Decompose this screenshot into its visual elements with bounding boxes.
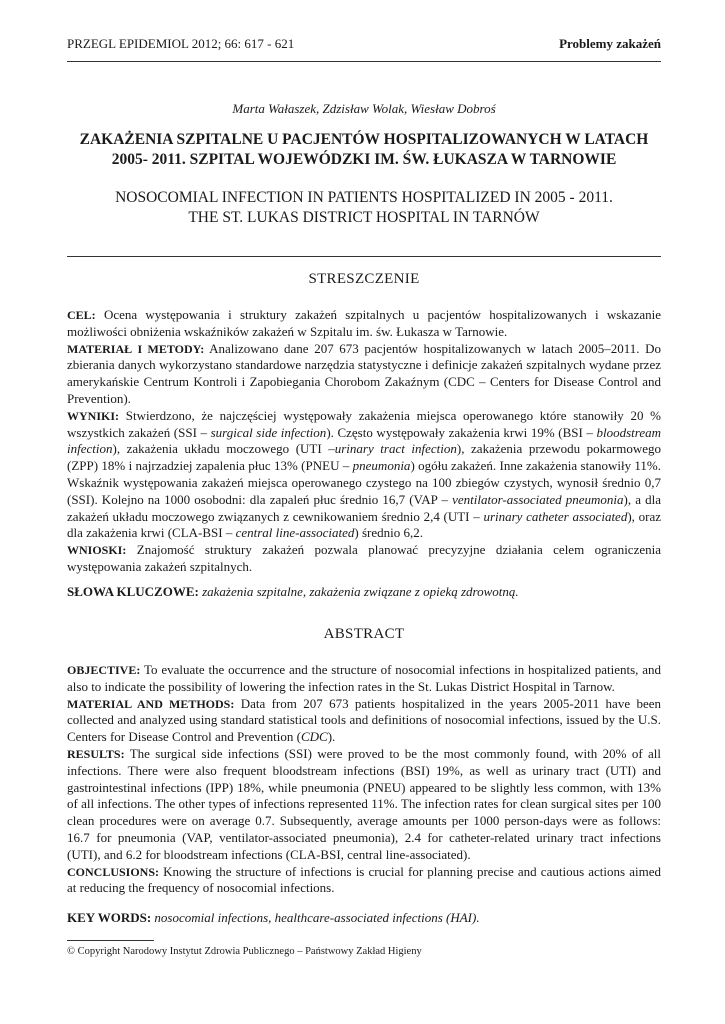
- authors: Marta Wałaszek, Zdzisław Wolak, Wiesław Dobroś: [232, 101, 496, 116]
- wyniki-term: bloodstream infection: [67, 424, 662, 457]
- wyniki-term: pneumonia: [352, 458, 411, 474]
- journal-citation: PRZEGL EPIDEMIOL 2012; 66: 617 - 621: [67, 36, 295, 51]
- metody-text: Analizowano dane 207 673 pacjentów hospitalizowanych w latach 2005–2011. Do zbierania danych wykorzystano standardowe narzędzia statystyczne i definicje zakażeń szpitalnych wydane przez amerykańskie Centrum Kontroli i Zapobiegania Chorobom Zakaźnym (CDC – Centers for Disease Control and Prevention).: [67, 340, 661, 406]
- wyniki-text: ) średnio 6,2.: [354, 525, 423, 541]
- wnioski-text: Znajomość struktury zakażeń pozwala planować precyzyjne działania celem ograniczenia występowania zakażeń szpitalnych.: [67, 542, 661, 574]
- title-english: [67, 188, 661, 228]
- methods-paragraph: [67, 696, 661, 746]
- wnioski-paragraph: [67, 542, 661, 576]
- section-name: Problemy zakażeń: [559, 36, 661, 51]
- objective-paragraph: [67, 662, 661, 696]
- running-header: [67, 36, 661, 52]
- wyniki-text: ). Często występowały zakażenia krwi 19% (BSI –: [326, 424, 597, 440]
- conclusions-label: CONCLUSIONS:: [67, 864, 160, 879]
- title-polish-line2: 2005- 2011. SZPITAL WOJEWÓDZKI IM. ŚW. ŁUKASZA W TARNOWIE: [111, 151, 617, 168]
- cel-paragraph: [67, 307, 661, 341]
- wyniki-term: urinary catheter associated: [483, 508, 628, 524]
- results-paragraph: [67, 746, 661, 864]
- key-words: [67, 910, 661, 926]
- metody-paragraph: [67, 341, 661, 408]
- objective-label: OBJECTIVE:: [67, 663, 141, 677]
- wyniki-text: ), zakażenia przewodu pokarmowego (ZPP) 18% i najrzadziej zapalenia płuc 13% (PNEU –: [67, 441, 661, 474]
- wyniki-text: ), a dla zakażeń układu moczowego związanych z cewnikowaniem średnio 2,4 (UTI –: [67, 491, 661, 524]
- keywords-text: nosocomial infections, healthcare-associated infections (HAI).: [154, 910, 480, 925]
- title-polish-line1: ZAKAŻENIA SZPITALNE U PACJENTÓW HOSPITALIZOWANYCH W LATACH: [79, 131, 649, 148]
- wyniki-text: ), oraz dla zakażenia krwi (CLA-BSI –: [67, 508, 661, 541]
- wyniki-label: WYNIKI:: [67, 408, 120, 423]
- title-polish: [67, 130, 661, 170]
- objective-text: To evaluate the occurrence and the structure of nosocomial infections in hospitalized patients, and also to indicate the possibility of lowering the infection rates in the St. Lukas District Hospital in Tarnow.: [67, 662, 661, 694]
- slowa-label: SŁOWA KLUCZOWE:: [67, 584, 199, 599]
- wyniki-text: Stwierdzono, że najczęściej występowały zakażenia miejsca operowanego które stanowiły 20 % wszystkich zakażeń (SSI –: [67, 407, 662, 440]
- metody-label: MATERIAŁ I METODY:: [67, 341, 205, 356]
- wyniki-term: ventilator-associated pneumonia: [452, 491, 624, 507]
- wyniki-term: urinary tract infection: [334, 441, 457, 457]
- keywords-label: KEY WORDS:: [67, 910, 152, 925]
- cel-label: CEL:: [67, 308, 96, 322]
- results-text: The surgical side infections (SSI) were proved to be the most commonly found, with 20% of all infections. There were also frequent bloodstream infections (BSI) 19%, as well as urinary tract (UTI) and gastrointestinal infections (IPP) 18%, while pneumonia (PNEU) appeared to be slightly less common, with 13% of all infections. The other types of infections represented 11%. The infection rates for clean surgical sites per 100 clean procedures were on average 0.7. Subsequently, average amounts per 1000 person-days were as follows: 16.7 for pneumonia (VAP, ventilator-associated pneumonia), 2.4 for catheter-related urinary tract infections (UTI), and 6.2 for bloodstream infections (CLA-BSI, central line-associated).: [67, 745, 661, 862]
- title-english-line2: THE ST. LUKAS DISTRICT HOSPITAL IN TARNÓW: [188, 209, 540, 226]
- footnote-rule: [67, 940, 154, 941]
- abstract-body: [67, 662, 661, 897]
- wyniki-term: surgical side infection: [210, 424, 327, 440]
- abstract-heading: ABSTRACT: [323, 626, 405, 642]
- title-english-line1: NOSOCOMIAL INFECTION IN PATIENTS HOSPITALIZED IN 2005 - 2011.: [115, 189, 613, 206]
- slowa-kluczowe: [67, 584, 661, 600]
- methods-text: ).: [327, 729, 336, 745]
- methods-label: MATERIAL AND METHODS:: [67, 696, 235, 711]
- methods-text: Data from 207 673 patients hospitalized in the years 2005-2011 have been collected and analyzed using standard statistical tools and definitions of nosocomial infections, issued by the U.S. Centers for Disease Control and Prevention (: [67, 695, 661, 745]
- cel-text: Ocena występowania i struktury zakażeń szpitalnych u pacjentów hospitalizowanych i wskazanie możliwości obniżenia wskaźników zakażeń w Szpitalu im. św. Łukasza w Tarnowie.: [67, 307, 662, 339]
- wyniki-term: central line-associated: [235, 525, 355, 541]
- results-label: RESULTS:: [67, 746, 125, 761]
- wyniki-text: ) ogółu zakażeń. Inne zakażenia stanowiły 11%. Wskaźnik występowania zakażeń miejsca operowanego czystego na 100 zbiegów czystych, wynosił średnio 0,7 (SSI). Kolejno na 1000 osobodni: dla zapaleń płuc średnio 16,7 (VAP –: [67, 458, 662, 507]
- copyright-footnote: © Copyright Narodowy Instytut Zdrowia Publicznego – Państwowy Zakład Higieny: [67, 946, 422, 957]
- streszczenie-body: [67, 307, 661, 576]
- title-rule: [67, 256, 661, 257]
- wyniki-text: ), zakażenia układu moczowego (UTI –: [112, 441, 335, 457]
- streszczenie-heading: STRESZCZENIE: [308, 271, 420, 287]
- methods-term: CDC: [300, 729, 328, 745]
- slowa-text: zakażenia szpitalne, zakażenia związane z opieką zdrowotną.: [202, 584, 519, 599]
- header-rule: [67, 61, 661, 62]
- conclusions-text: Knowing the structure of infections is crucial for planning precise and cautious actions aimed at reducing the frequency of nosocomial infections.: [67, 863, 661, 896]
- wyniki-paragraph: [67, 408, 661, 542]
- wnioski-label: WNIOSKI:: [67, 543, 127, 558]
- conclusions-paragraph: [67, 864, 661, 898]
